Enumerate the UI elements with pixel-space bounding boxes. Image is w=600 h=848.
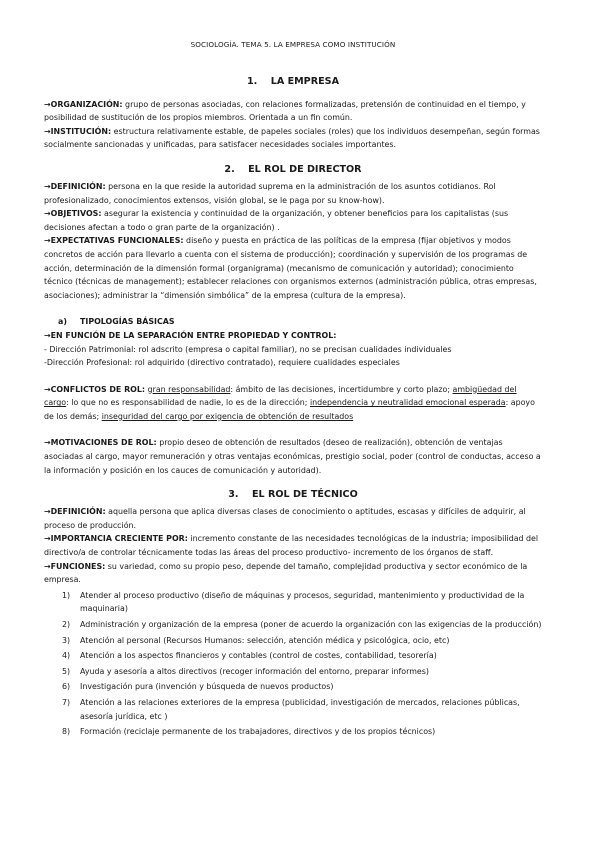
list-item-text: Atención a las relaciones exteriores de la empresa (publicidad, investigación de mercados, relaciones públicas, asesoría jurídica, etc ) xyxy=(80,697,520,721)
list-item xyxy=(44,649,542,663)
funciones-list xyxy=(44,589,542,739)
underlined-gran-responsabilidad: gran responsabilidad xyxy=(147,384,231,394)
term-motivaciones: →MOTIVACIONES DE ROL: xyxy=(44,438,157,448)
paragraph-definicion-director xyxy=(44,180,542,207)
term-funciones: →FUNCIONES: xyxy=(44,561,106,571)
paragraph-expectativas xyxy=(44,234,542,302)
list-item-number: 1) xyxy=(62,590,71,600)
list-item-text: Investigación pura (invención y búsqueda de nuevos productos) xyxy=(80,682,334,692)
line-direccion-profesional: -Dirección Profesional: rol adquirido (directivo contratado), requiere cualidades especiales xyxy=(44,358,400,368)
list-item-text: Administración y organización de la empresa (poner de acuerdo la organización con las exigencias de la producción) xyxy=(80,620,542,629)
text-motivaciones: propio deseo de obtención de resultados (deseo de realización), obtención de ventajas asociadas al cargo, mayor remuneración y otras ventajas económicas, prestigio social, poder (control de conductas, acceso a la información y posición en los cauces de comunicación y autoridad). xyxy=(44,438,541,475)
list-item xyxy=(44,589,542,616)
list-item-number: 4) xyxy=(62,651,71,661)
subsection-label: a) xyxy=(58,317,67,327)
paragraph-motivaciones xyxy=(44,436,542,477)
list-item-text: Atención a los aspectos financieros y contables (control de costes, contabilidad, tesorería) xyxy=(80,651,437,661)
list-item-number: 6) xyxy=(62,682,71,692)
conflictos-text-3: : apoyo de los demás; xyxy=(44,398,535,421)
underlined-inseguridad: inseguridad del cargo por exigencia de obtención de resultados xyxy=(101,411,354,421)
section-heading-rol-tecnico xyxy=(44,487,542,503)
document-header: SOCIOLOGÍA. TEMA 5. LA EMPRESA COMO INSTITUCIÓN xyxy=(190,40,396,49)
section-number: 2. xyxy=(224,163,235,175)
subsection-title: TIPOLOGÍAS BÁSICAS xyxy=(80,317,175,327)
term-objetivos: →OBJETIVOS: xyxy=(44,209,102,219)
section-heading-rol-director xyxy=(44,162,542,178)
section-title: EL ROL DE DIRECTOR xyxy=(248,163,362,175)
line-direccion-patrimonial: - Dirección Patrimonial: rol adscrito (empresa o capital familiar), no se precisan cualidades individuales xyxy=(44,344,452,354)
text-definicion: persona en la que reside la autoridad suprema en la administración de los asuntos cotidianos. Rol profesionalizado, conocimientos extensos, visión global, se le paga por su know-how). xyxy=(44,181,496,205)
list-item xyxy=(44,696,542,723)
list-item-number: 3) xyxy=(62,635,71,645)
term-organizacion: →ORGANIZACIÓN: xyxy=(44,99,123,109)
section-number: 3. xyxy=(228,489,239,501)
section-title: LA EMPRESA xyxy=(270,75,339,87)
text-definicion: aquella persona que aplica diversas clases de conocimiento o aptitudes, escasas y difíciles de adquirir, al proceso de producción. xyxy=(44,507,526,530)
term-institucion: →INSTITUCIÓN: xyxy=(44,126,112,136)
conflictos-text-1: : ámbito de las decisiones, incertidumbre y corto plazo; xyxy=(230,384,453,394)
term-importancia: →IMPORTANCIA CRECIENTE POR: xyxy=(44,534,188,544)
text-objetivos: asegurar la existencia y continuidad de la organización, y obtener beneficios para los capitalistas (sus decisiones afectan a todo o gran parte de la organización) . xyxy=(44,209,509,232)
paragraph-conflictos xyxy=(44,383,542,424)
text-funciones: su variedad, como su propio peso, depende del tamaño, complejidad productiva y sector económico de la empresa. xyxy=(44,561,528,585)
text-importancia: incremento constante de las necesidades tecnológicas de la industria; imposibilidad del directivo/a de controlar técnicamente todas las áreas del proceso productivo- incremento de los órganos de staff. xyxy=(44,534,539,558)
list-item-number: 8) xyxy=(62,727,71,737)
term-expectativas: →EXPECTATIVAS FUNCIONALES: xyxy=(44,236,184,246)
list-item-number: 7) xyxy=(62,697,71,707)
paragraph-objetivos xyxy=(44,207,542,234)
text-organizacion: grupo de personas asociadas, con relaciones formalizadas, pretensión de continuidad en el tiempo, y posibilidad de sustitución de los propios miembros. Orientada a un fin común. xyxy=(44,99,526,123)
term-separacion: →EN FUNCIÓN DE LA SEPARACIÓN ENTRE PROPIEDAD Y CONTROL: xyxy=(44,330,337,340)
underlined-independencia: independencia y neutralidad emocional esperada xyxy=(309,398,506,408)
paragraph-institucion xyxy=(44,125,542,152)
text-expectativas: diseño y puesta en práctica de las políticas de la empresa (fijar objetivos y modos concretos de acción para llevarlo a cuenta con el sistema de producción); coordinación y supervisión de los programas de acción, determinación de la dimensión formal (organigrama) (mecanismo de comunicación y autoridad); conocimiento técnico (técnicas de management); establecer relaciones con organismos externos (administración pública, otras empresas, asociaciones); administrar la “dimensión simbólica” de la empresa (cultura de la empresa). xyxy=(44,236,537,300)
paragraph-organizacion xyxy=(44,98,542,125)
section-title: EL ROL DE TÉCNICO xyxy=(251,489,358,501)
list-item xyxy=(44,634,542,648)
text-institucion: estructura relativamente estable, de papeles sociales (roles) que los individuos desempeñan, según formas socialmente sancionadas y unificadas, para satisfacer necesidades sociales importantes. xyxy=(44,126,540,150)
paragraph-importancia xyxy=(44,532,542,559)
conflictos-text-2: : lo que no es responsabilidad de nadie, lo es de la dirección; xyxy=(66,398,310,408)
paragraph-definicion-tecnico xyxy=(44,505,542,532)
list-item-text: Formación (reciclaje permanente de los trabajadores, directivos y de los propios técnicos) xyxy=(80,727,436,737)
paragraph-funciones xyxy=(44,560,542,587)
list-item-number: 2) xyxy=(62,620,71,629)
section-heading-la-empresa xyxy=(44,74,542,90)
underlined-ambiguedad: ambigüedad del cargo xyxy=(44,384,517,408)
term-definicion: →DEFINICIÓN: xyxy=(44,507,106,517)
list-item-text: Ayuda y asesoría a altos directivos (recoger información del entorno, preparar informes) xyxy=(80,666,429,676)
list-item xyxy=(44,665,542,679)
list-item xyxy=(44,618,542,632)
subsection-heading-tipologias xyxy=(58,315,542,329)
term-definicion: →DEFINICIÓN: xyxy=(44,181,106,191)
list-item-number: 5) xyxy=(62,666,71,676)
list-item xyxy=(44,725,542,739)
list-item-text: Atención al personal (Recursos Humanos: selección, atención médica y psicológica, ocio, etc) xyxy=(80,635,450,645)
paragraph-separacion-title xyxy=(44,329,542,343)
term-conflictos: →CONFLICTOS DE ROL: xyxy=(44,384,146,394)
list-item-text: Atender al proceso productivo (diseño de máquinas y procesos, seguridad, mantenimiento y productividad de la maquinaria) xyxy=(80,590,525,614)
list-item xyxy=(44,680,542,694)
section-number: 1. xyxy=(247,75,258,87)
